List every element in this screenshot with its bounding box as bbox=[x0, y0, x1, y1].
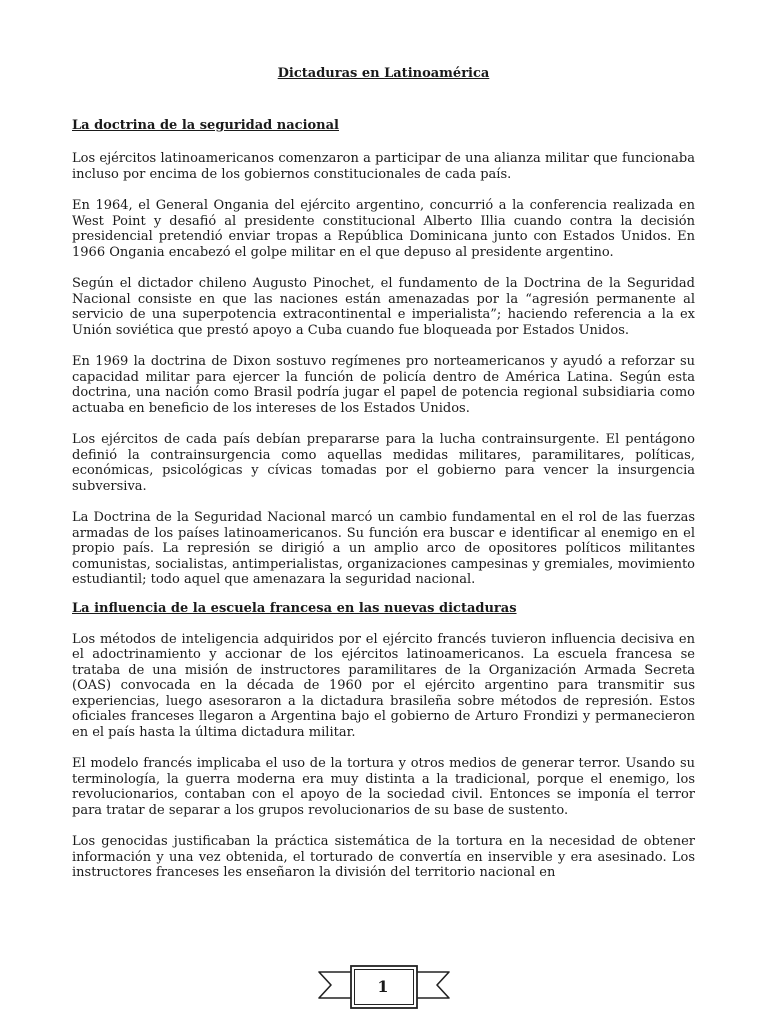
paragraph: Los genocidas justificaban la práctica sistemática de la tortura en la necesidad de obtener información y una vez obtenida, el torturado de convertía en inservible y era asesinado. Los instructores franceses les enseñaron la división del territorio nacional en bbox=[72, 834, 695, 880]
paragraph: Los ejércitos de cada país debían prepararse para la lucha contrainsurgente. El pentágono definió la contrainsurgencia como aquellas medidas militares, paramilitares, políticas, económicas, psicológicas y cívicas tomadas por el gobierno para vencer la insurgencia subversiva. bbox=[72, 432, 695, 494]
paragraph: En 1964, el General Ongania del ejército argentino, concurrió a la conferencia realizada en West Point y desafió al presidente constitucional Alberto Illia cuando contra la decisión presidencial pretendió enviar tropas a República Dominicana junto con Estados Unidos. En 1966 Ongania encabezó el golpe militar en el que depuso al presidente argentino. bbox=[72, 198, 695, 260]
document-page bbox=[72, 66, 695, 897]
paragraph: Los ejércitos latinoamericanos comenzaron a participar de una alianza militar que funcionaba incluso por encima de los gobiernos constitucionales de cada país. bbox=[72, 151, 695, 182]
paragraph: El modelo francés implicaba el uso de la tortura y otros medios de generar terror. Usando su terminología, la guerra moderna era muy distinta a la tradicional, porque el enemigo, los revolucionarios, contaban con el apoyo de la sociedad civil. Entonces se imponía el terror para tratar de separar a los grupos revolucionarios de su base de sustento. bbox=[72, 756, 695, 818]
page-number: 1 bbox=[377, 977, 389, 996]
paragraph: En 1969 la doctrina de Dixon sostuvo regímenes pro norteamericanos y ayudó a reforzar su capacidad militar para ejercer la función de policía dentro de América Latina. Según esta doctrina, una nación como Brasil podría jugar el papel de potencia regional subsidiaria como actuaba en beneficio de los intereses de los Estados Unidos. bbox=[72, 354, 695, 416]
paragraph: Según el dictador chileno Augusto Pinochet, el fundamento de la Doctrina de la Seguridad Nacional consiste en que las naciones están amenazadas por la “agresión permanente al servicio de una superpotencia extracontinental e imperialista”; haciendo referencia a la ex Unión soviética que prestó apoyo a Cuba cuando fue bloqueada por Estados Unidos. bbox=[72, 276, 695, 338]
section-heading-escuela-francesa: La influencia de la escuela francesa en las nuevas dictaduras bbox=[72, 600, 517, 616]
paragraph: La Doctrina de la Seguridad Nacional marcó un cambio fundamental en el rol de las fuerzas armadas de los países latinoamericanos. Su función era buscar e identificar al enemigo en el propio país. La represión se dirigió a un amplio arco de opositores políticos militantes comunistas, socialistas, antimperialistas, organizaciones campesinas y gremiales, movimiento estudiantil; todo aquel que amenazara la seguridad nacional. bbox=[72, 510, 695, 587]
paragraph: Los métodos de inteligencia adquiridos por el ejército francés tuvieron influencia decisiva en el adoctrinamiento y accionar de los ejércitos latinoamericanos. La escuela francesa se trataba de una misión de instructores paramilitares de la Organización Armada Secreta (OAS) convocada en la década de 1960 por el ejército argentino para transmitir sus experiencias, luego asesoraron a la dictadura brasileña sobre métodos de represión. Estos oficiales franceses llegaron a Argentina bajo el gobierno de Arturo Frondizi y permanecieron en el país hasta la última dictadura militar. bbox=[72, 631, 695, 740]
section-heading-doctrina: La doctrina de la seguridad nacional bbox=[72, 118, 339, 133]
document-title: Dictaduras en Latinoamérica bbox=[277, 66, 490, 81]
